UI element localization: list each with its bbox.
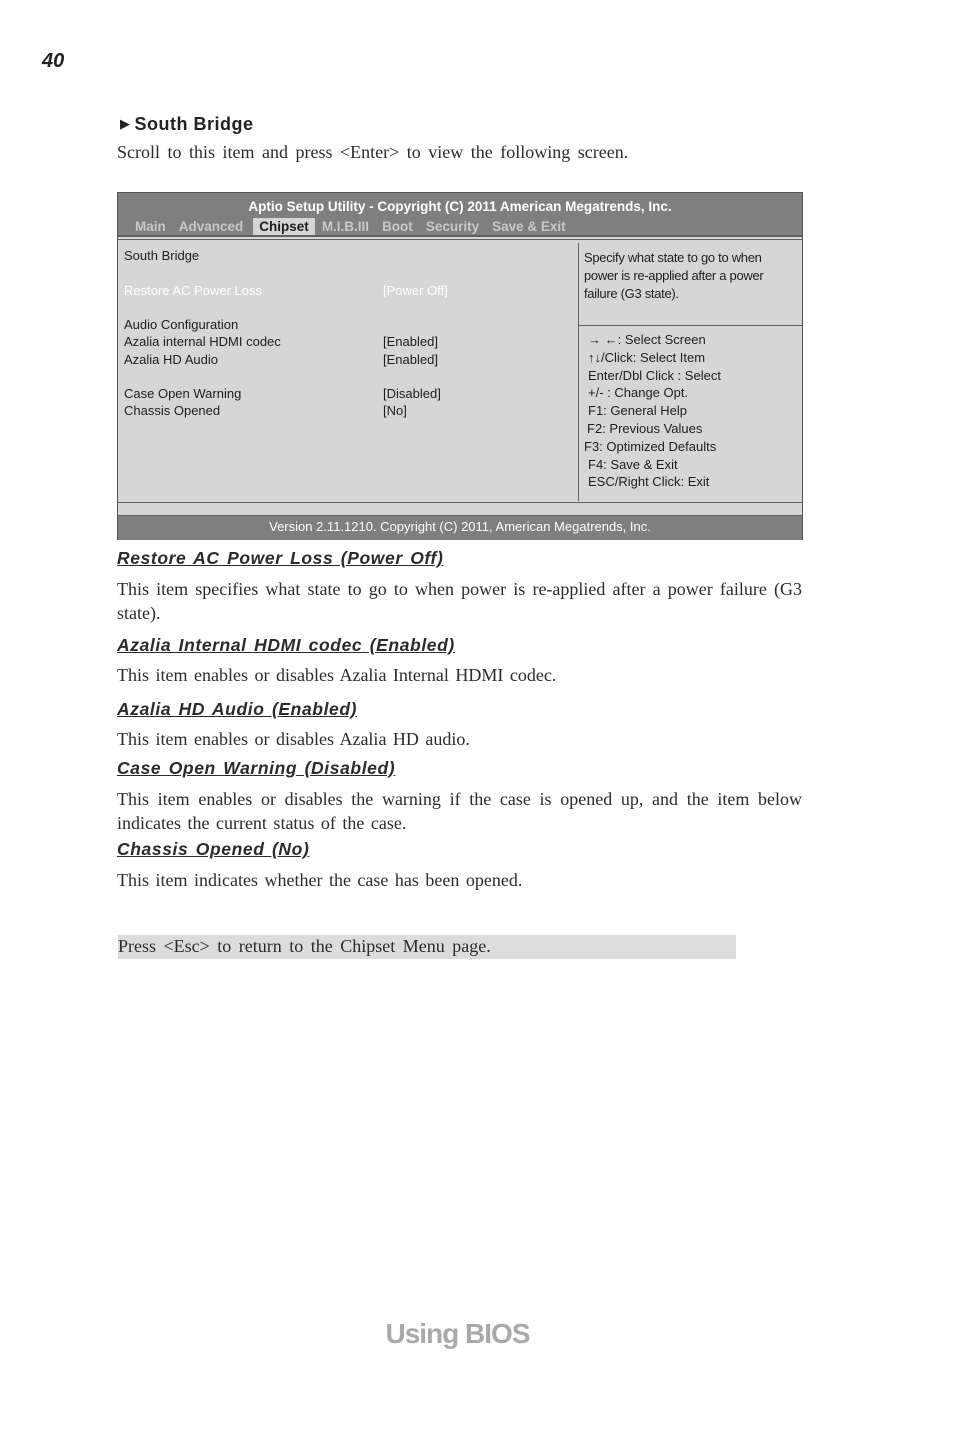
footer-title: Using BIOS	[385, 1318, 530, 1349]
item-title-chassis: Chassis Opened (No)	[117, 839, 310, 859]
panel-divider	[578, 243, 579, 501]
bios-tab-bar	[132, 218, 576, 235]
key-select-item: ↑↓/Click: Select Item	[588, 349, 706, 365]
key-legend	[584, 331, 794, 491]
key-previous-values: F2: Previous Values	[587, 420, 703, 436]
item-desc-hdmi-codec: This item enables or disables Azalia Internal HDMI codec.	[117, 665, 557, 685]
tab-main[interactable]: Main	[135, 219, 166, 234]
setting-hdmi-codec[interactable]	[124, 333, 574, 350]
page-number: 40	[42, 50, 65, 72]
setting-case-open-warning[interactable]	[124, 385, 574, 402]
help-text: Specify what state to go to when power is re-applied after a power failure (G3 state).	[584, 250, 764, 301]
item-title-hd-audio: Azalia HD Audio (Enabled)	[117, 699, 358, 719]
setting-value[interactable]: [Enabled]	[383, 352, 438, 367]
footer-separator	[118, 502, 802, 515]
item-desc-hd-audio: This item enables or disables Azalia HD audio.	[117, 729, 470, 749]
setting-value: [No]	[383, 403, 407, 418]
menu-title-row	[124, 247, 574, 264]
setting-hd-audio[interactable]	[124, 351, 574, 368]
item-title-restore-ac: Restore AC Power Loss (Power Off)	[117, 548, 444, 568]
tab-mib[interactable]: M.I.B.III	[321, 219, 370, 234]
setting-value[interactable]: [Power Off]	[383, 283, 448, 298]
setting-label: Azalia internal HDMI codec	[124, 334, 281, 349]
subheading-audio	[124, 316, 574, 333]
tab-save-exit[interactable]: Save & Exit	[492, 219, 566, 234]
tab-boot[interactable]: Boot	[382, 219, 413, 234]
section-title: South Bridge	[134, 114, 254, 134]
setting-value[interactable]: [Enabled]	[383, 334, 438, 349]
bios-body	[118, 235, 802, 504]
triangle-right-icon: ▶	[120, 116, 131, 131]
bios-header	[118, 193, 802, 235]
item-desc-case-open: This item enables or disables the warning if the case is opened up, and the item below indicates the current status of the case.	[117, 789, 802, 833]
setting-label: Case Open Warning	[124, 386, 242, 401]
bios-screenshot	[117, 192, 803, 540]
key-general-help: F1: General Help	[588, 403, 687, 419]
tab-advanced[interactable]: Advanced	[178, 219, 244, 234]
menu-title: South Bridge	[124, 248, 200, 263]
key-change-opt: +/- : Change Opt.	[588, 385, 689, 401]
item-title-case-open: Case Open Warning (Disabled)	[117, 758, 396, 778]
setting-label: Restore AC Power Loss	[124, 283, 263, 298]
esc-note: Press <Esc> to return to the Chipset Menu page.	[118, 935, 736, 959]
bios-title: Aptio Setup Utility - Copyright (C) 2011 American Megatrends, Inc.	[248, 199, 672, 214]
section-intro: Scroll to this item and press <Enter> to view the following screen.	[117, 142, 629, 162]
setting-label: Chassis Opened	[124, 403, 221, 418]
key-optimized-defaults: F3: Optimized Defaults	[584, 438, 717, 454]
key-select-screen: → ←: Select Screen	[588, 332, 706, 347]
setting-restore-ac[interactable]	[124, 282, 574, 299]
tab-chipset[interactable]: Chipset	[253, 218, 315, 235]
section-heading	[120, 114, 254, 135]
item-title-hdmi-codec: Azalia Internal HDMI codec (Enabled)	[117, 635, 455, 655]
key-select: Enter/Dbl Click : Select	[588, 367, 721, 383]
setting-label: Azalia HD Audio	[124, 352, 218, 367]
key-save-exit: F4: Save & Exit	[588, 456, 678, 472]
help-divider	[579, 325, 802, 326]
setting-label: Audio Configuration	[124, 317, 239, 332]
item-desc-chassis: This item indicates whether the case has been opened.	[117, 870, 523, 890]
item-desc-restore-ac: This item specifies what state to go to when power is re-applied after a power failure (G3 state).	[117, 579, 802, 623]
tab-security[interactable]: Security	[425, 219, 480, 234]
setting-chassis-opened	[124, 402, 574, 419]
bios-version: Version 2.11.1210. Copyright (C) 2011, American Megatrends, Inc.	[118, 515, 802, 540]
key-exit: ESC/Right Click: Exit	[588, 474, 710, 490]
setting-value[interactable]: [Disabled]	[383, 386, 441, 401]
